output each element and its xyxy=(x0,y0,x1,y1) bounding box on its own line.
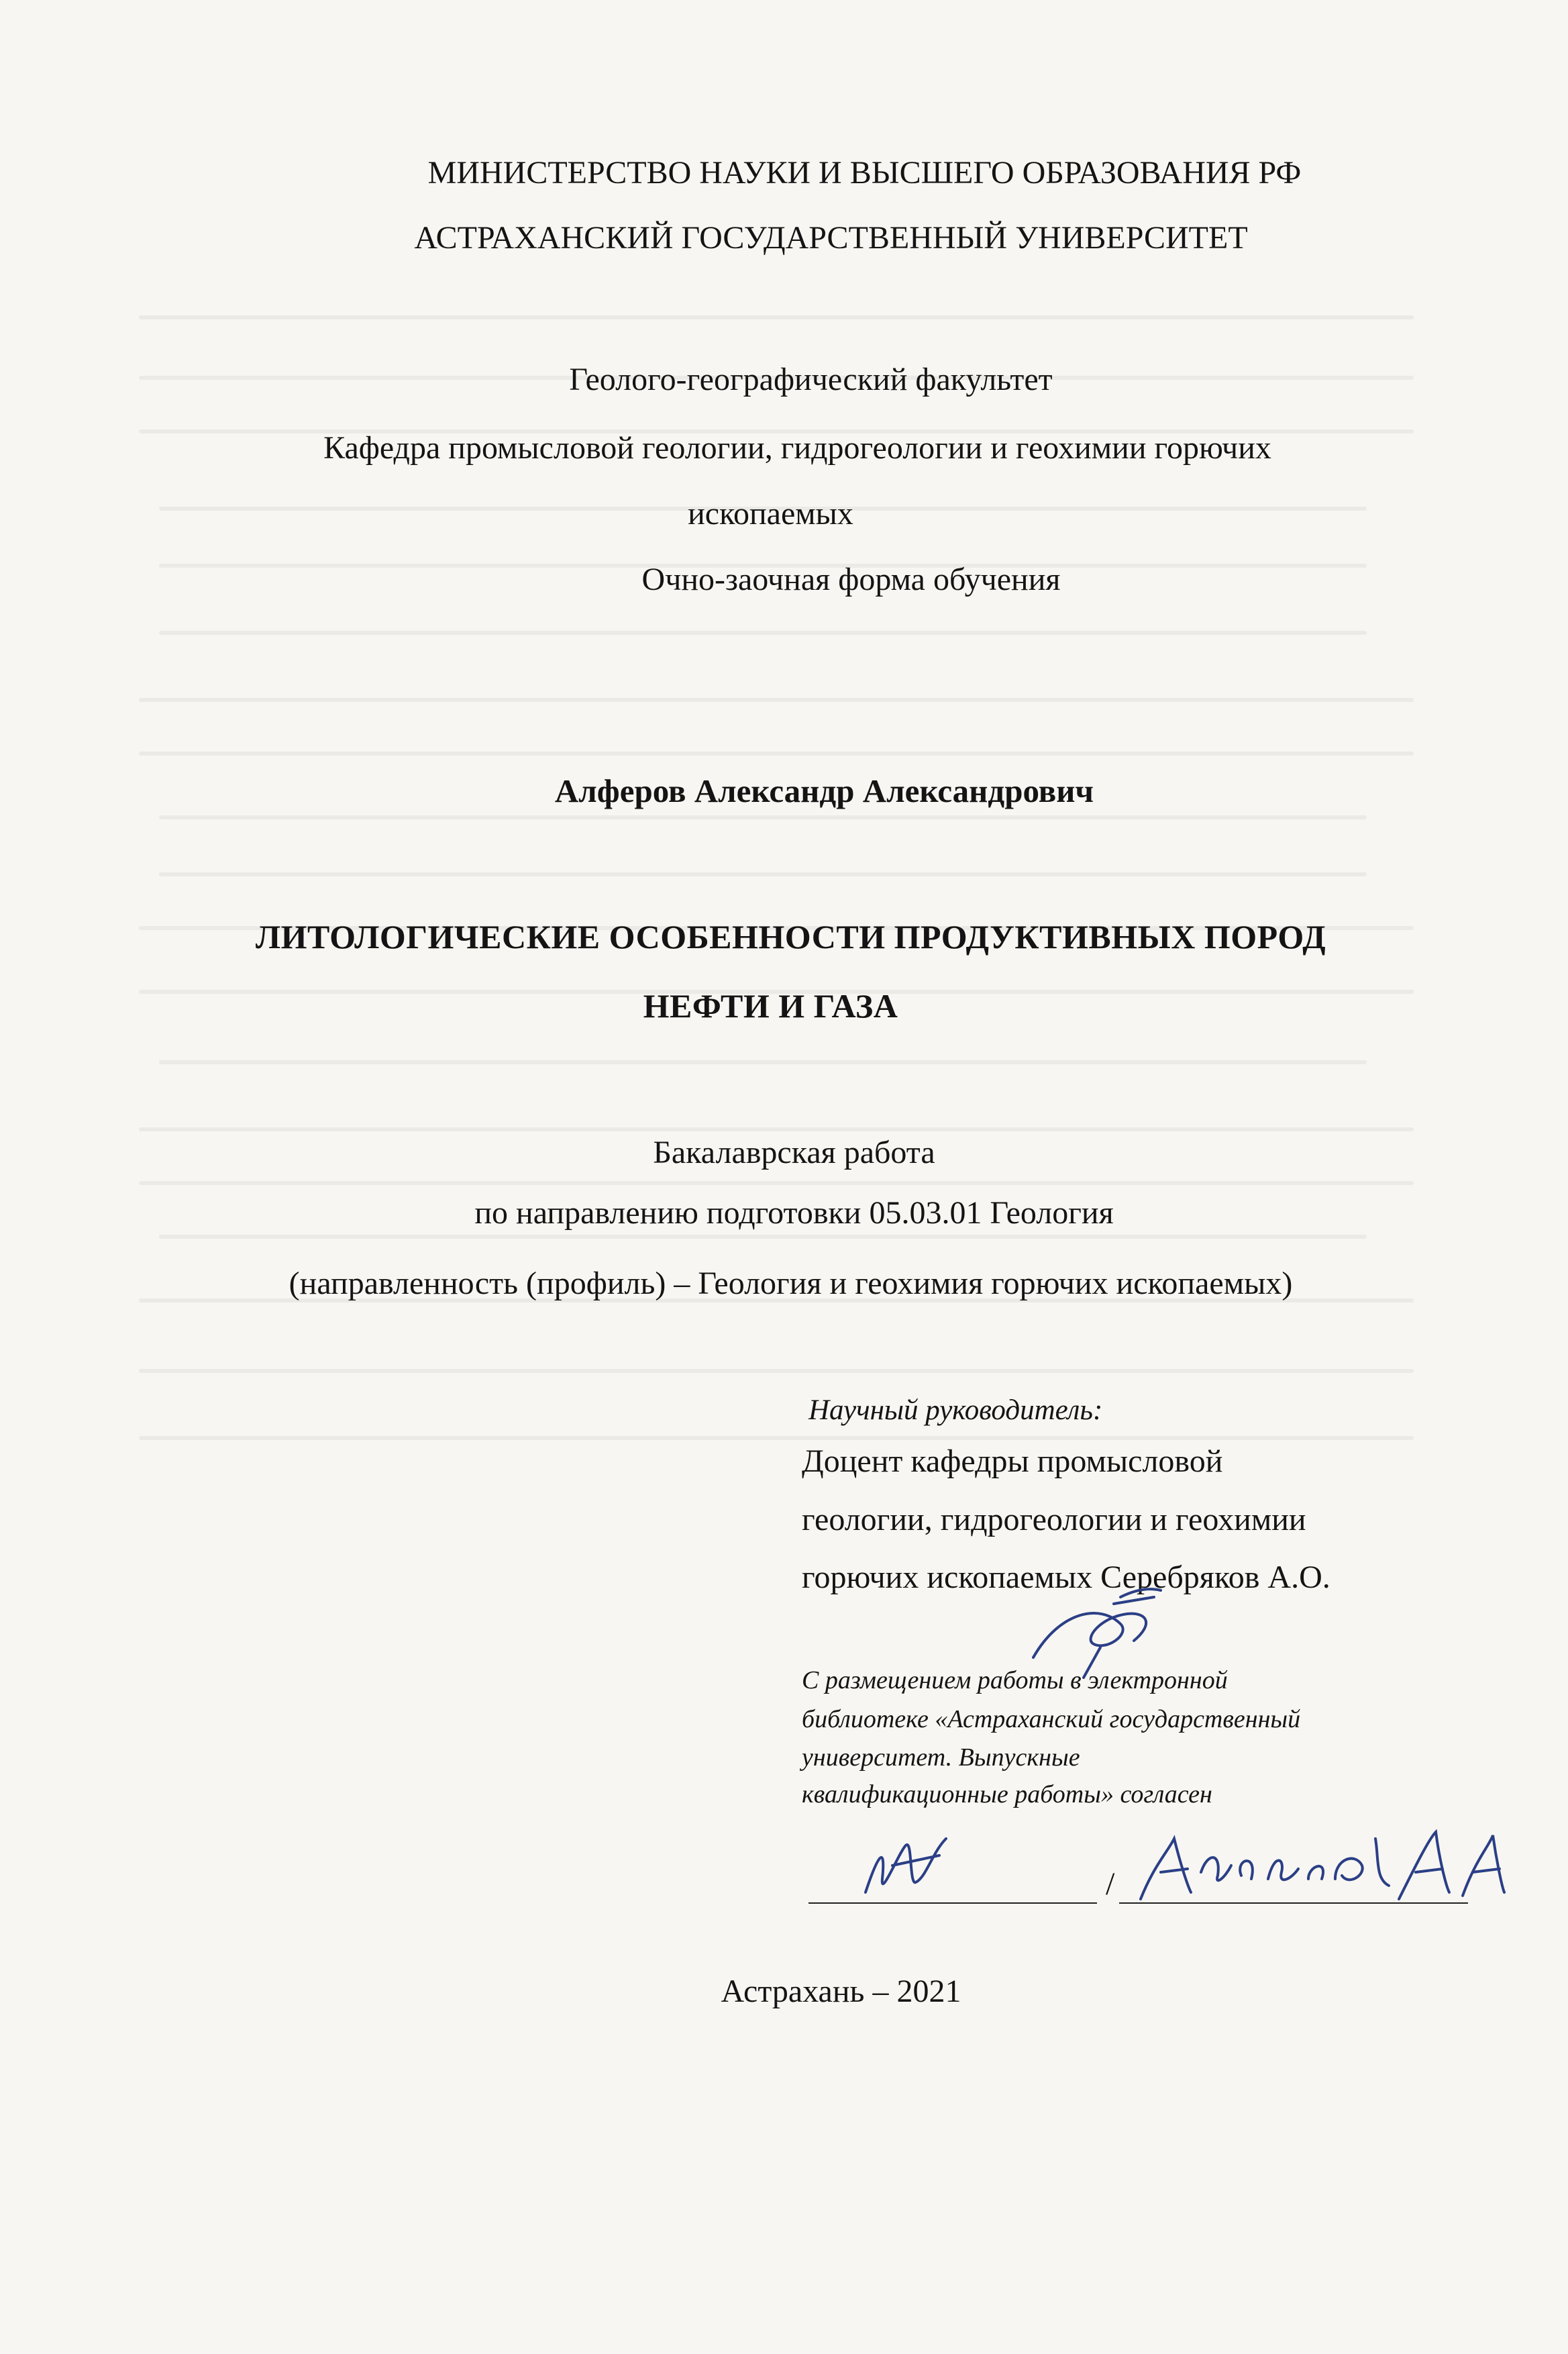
author-name: Алферов Александр Александрович xyxy=(554,772,1094,809)
study-form-line: Очно-заочная форма обучения xyxy=(641,562,1061,597)
work-type: Бакалаврская работа xyxy=(653,1135,935,1170)
supervisor-line-3: горючих ископаемых Серебряков А.О. xyxy=(802,1559,1330,1595)
signature-underline-right xyxy=(1119,1902,1468,1904)
department-line-2: ископаемых xyxy=(688,496,853,531)
consent-line-3: университет. Выпускные xyxy=(802,1743,1080,1772)
city-year: Астрахань – 2021 xyxy=(721,1974,961,2009)
department-line-1: Кафедра промысловой геологии, гидрогеологии и геохимии горючих xyxy=(323,430,1271,466)
supervisor-heading: Научный руководитель: xyxy=(808,1394,1103,1426)
faculty-line: Геолого-географический факультет xyxy=(569,362,1053,397)
university-line: АСТРАХАНСКИЙ ГОСУДАРСТВЕННЫЙ УНИВЕРСИТЕТ xyxy=(414,220,1248,256)
thesis-title-line-1: ЛИТОЛОГИЧЕСКИЕ ОСОБЕННОСТИ ПРОДУКТИВНЫХ ПОРОД xyxy=(255,918,1326,956)
signature-underline-left xyxy=(808,1902,1097,1904)
supervisor-line-1: Доцент кафедры промысловой xyxy=(802,1443,1223,1479)
signature-separator: / xyxy=(1106,1866,1115,1902)
study-profile: (направленность (профиль) – Геология и геохимия горючих ископаемых) xyxy=(289,1266,1293,1301)
author-signature xyxy=(852,1825,959,1912)
ministry-line: МИНИСТЕРСТВО НАУКИ И ВЫСШЕГО ОБРАЗОВАНИЯ РФ xyxy=(427,155,1302,191)
consent-line-2: библиотеке «Астраханский государственный xyxy=(802,1705,1301,1733)
thesis-title-line-2: НЕФТИ И ГАЗА xyxy=(643,987,898,1025)
consent-line-4: квалификационные работы» согласен xyxy=(802,1780,1212,1808)
study-direction: по направлению подготовки 05.03.01 Геология xyxy=(474,1195,1114,1231)
supervisor-line-2: геологии, гидрогеологии и геохимии xyxy=(802,1502,1306,1537)
author-handwritten-name xyxy=(1134,1812,1510,1912)
consent-line-1: С размещением работы в электронной xyxy=(802,1666,1228,1694)
